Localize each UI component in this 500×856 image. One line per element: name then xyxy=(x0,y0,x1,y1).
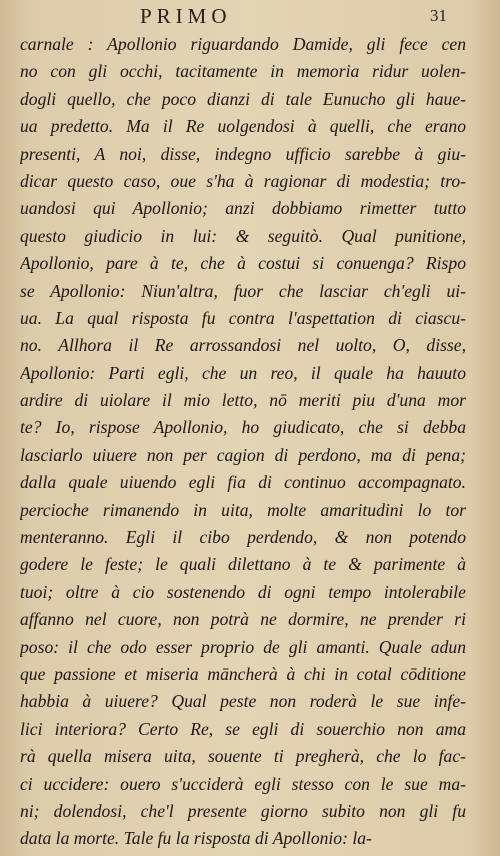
text-line: se Apollonio: Niun'altra, fuor che lasciar ch'egli ui- xyxy=(20,280,466,301)
running-head: PRIMO xyxy=(140,4,232,28)
text-line: que passione et miseria māncherà à chi in cotal cōditione xyxy=(20,663,466,684)
page-header xyxy=(0,4,500,28)
text-line: ua predetto. Ma il Re uolgendosi à quelli, che erano xyxy=(20,116,466,137)
body-text xyxy=(20,31,466,853)
text-line: data la morte. Tale fu la risposta di Apollonio: la- xyxy=(20,828,372,849)
page-number: 31 xyxy=(430,6,447,25)
text-line: godere le feste; le quali dilettano à te & parimente à xyxy=(20,554,466,575)
text-line: ua. La qual risposta fu contra l'aspettation di ciascu- xyxy=(20,307,466,328)
text-line: uandosi qui Apollonio; anzi dobbiamo rimetter tutto xyxy=(20,198,466,219)
text-line: dogli quello, che poco dianzi di tale Eunucho gli haue- xyxy=(20,88,466,109)
text-line: presenti, A noi, disse, indegno ufficio sarebbe à giu- xyxy=(20,143,466,164)
text-line: tuoi; oltre à cio sostenendo di ogni tempo intolerabile xyxy=(20,581,466,602)
text-line: dalla quale uiuendo egli fia di continuo accompagnato. xyxy=(20,472,466,493)
text-line: rà quella misera uita, souente ti pregherà, che lo fac- xyxy=(20,746,466,767)
text-line: no con gli occhi, tacitamente in memoria ridur uolen- xyxy=(20,61,466,82)
text-line: affanno nel cuore, non potrà ne dormire, ne prender ri xyxy=(20,609,466,630)
text-line: ardire di uiolare il mio letto, nō meriti piu d'una mor xyxy=(20,390,466,411)
text-line: habbia à uiuere? Qual peste non roderà le sue infe- xyxy=(20,691,466,712)
text-line: dicar questo caso, oue s'ha à ragionar di modestia; tro- xyxy=(20,170,466,191)
text-line: lasciarlo uiuere non per cagion di perdono, ma di pena; xyxy=(20,444,466,465)
text-line: ci uccidere: ouero s'ucciderà egli stesso con le sue ma- xyxy=(20,773,466,794)
text-line: Apollonio: Parti egli, che un reo, il quale ha hauuto xyxy=(20,362,466,383)
text-line: Apollonio, pare à te, che à costui si conuenga? Rispo xyxy=(20,253,466,274)
text-line: percioche rimanendo in uita, molte amaritudini lo tor xyxy=(20,499,466,520)
text-line: ni; dolendosi, che'l presente giorno subito non gli fu xyxy=(20,800,466,821)
text-line: menteranno. Egli il cibo perdendo, & non potendo xyxy=(20,527,466,548)
text-line: no. Allhora il Re arrossandosi nel uolto, O, disse, xyxy=(20,335,466,356)
text-line: carnale : Apollonio riguardando Damide, gli fece cen xyxy=(20,34,466,54)
text-line: lici interiora? Certo Re, se egli di souerchio non ama xyxy=(20,718,466,739)
text-line: poso: il che odo esser proprio de gli amanti. Quale adun xyxy=(20,636,466,657)
text-line: questo giudicio in lui: & seguitò. Qual punitione, xyxy=(20,225,466,246)
text-line: te? Io, rispose Apollonio, ho giudicato, che si debba xyxy=(20,417,466,438)
